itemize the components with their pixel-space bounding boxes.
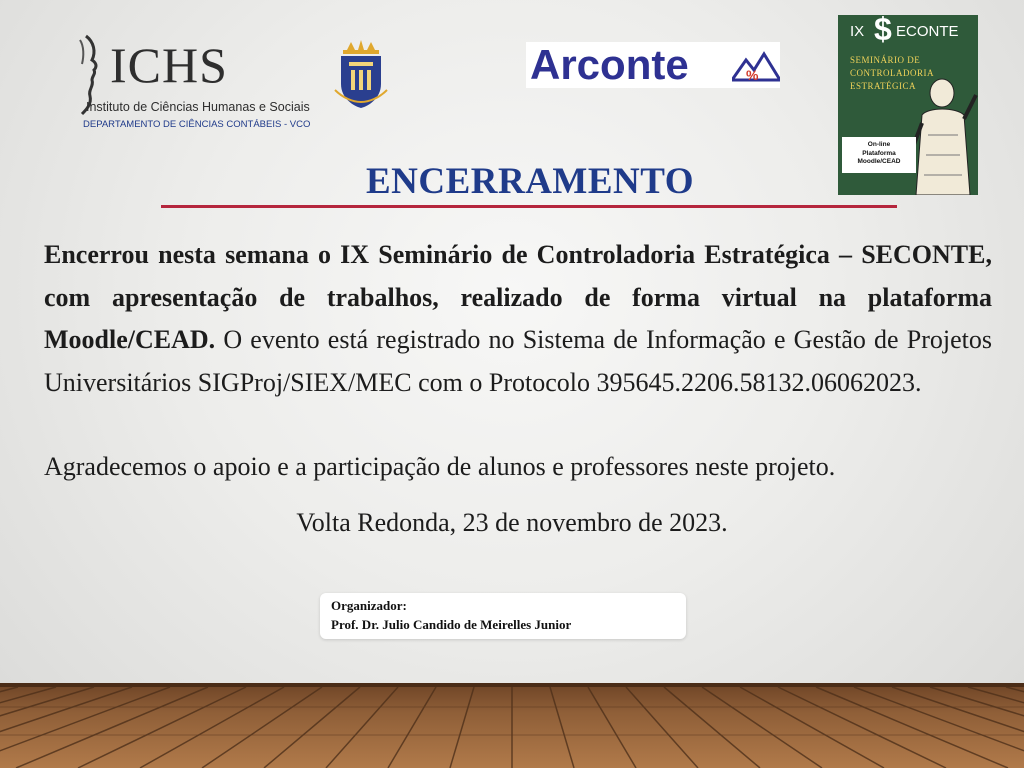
poster-event-name: ECONTE <box>896 23 959 40</box>
organizer-label: Organizador: <box>331 598 407 613</box>
poster-line-2: CONTROLADORIA <box>850 68 934 78</box>
poster-line-1: SEMINÁRIO DE <box>850 55 921 65</box>
poster-box-line-2: Plataforma <box>862 149 896 157</box>
place-and-date: Volta Redonda, 23 de novembro de 2023. <box>296 508 728 537</box>
university-crest-icon <box>333 40 389 110</box>
speaker-figure-icon <box>908 75 978 195</box>
department-name: DEPARTAMENTO DE CIÊNCIAS CONTÁBEIS - VCO <box>83 119 311 130</box>
ichs-abbreviation: ICHS <box>110 37 228 93</box>
poster-box-line-3: Moodle/CEAD <box>857 158 901 165</box>
announcement-paragraph <box>44 234 992 404</box>
organizer-name: Prof. Dr. Julio Candido de Meirelles Junior <box>331 617 572 632</box>
organizer-box <box>320 593 686 639</box>
page-title: ENCERRAMENTO <box>365 161 695 202</box>
announcement-regular-text: O evento está registrado no Sistema de Informação e Gestão de Projetos Universitários SIGProj/SIEX/MEC com o Protocolo 395645.2206.58132.06062023. <box>44 325 992 397</box>
poster-box-line-1: On-line <box>867 141 891 148</box>
arconte-wordmark: Arconte <box>530 41 689 88</box>
wooden-floor <box>0 683 1024 768</box>
poster-line-3: ESTRATÉGICA <box>850 81 916 91</box>
title-underline <box>161 205 897 208</box>
thanks-paragraph: Agradecemos o apoio e a participação de alunos e professores neste projeto. <box>44 452 836 481</box>
arconte-logo <box>526 42 780 88</box>
arconte-percent-symbol: % <box>746 67 759 83</box>
mountain-chart-icon <box>732 50 780 84</box>
ichs-full-name: Instituto de Ciências Humanas e Sociais <box>86 100 310 114</box>
poster-dollar-symbol: $ <box>874 15 892 47</box>
poster-edition: IX <box>850 23 865 40</box>
announcement-bold-text: Encerrou nesta semana o IX Seminário de Controladoria Estratégica – SECONTE, com apresentação de trabalhos, realizado de forma virtual na plataforma Moodle/CEAD. <box>44 240 992 354</box>
